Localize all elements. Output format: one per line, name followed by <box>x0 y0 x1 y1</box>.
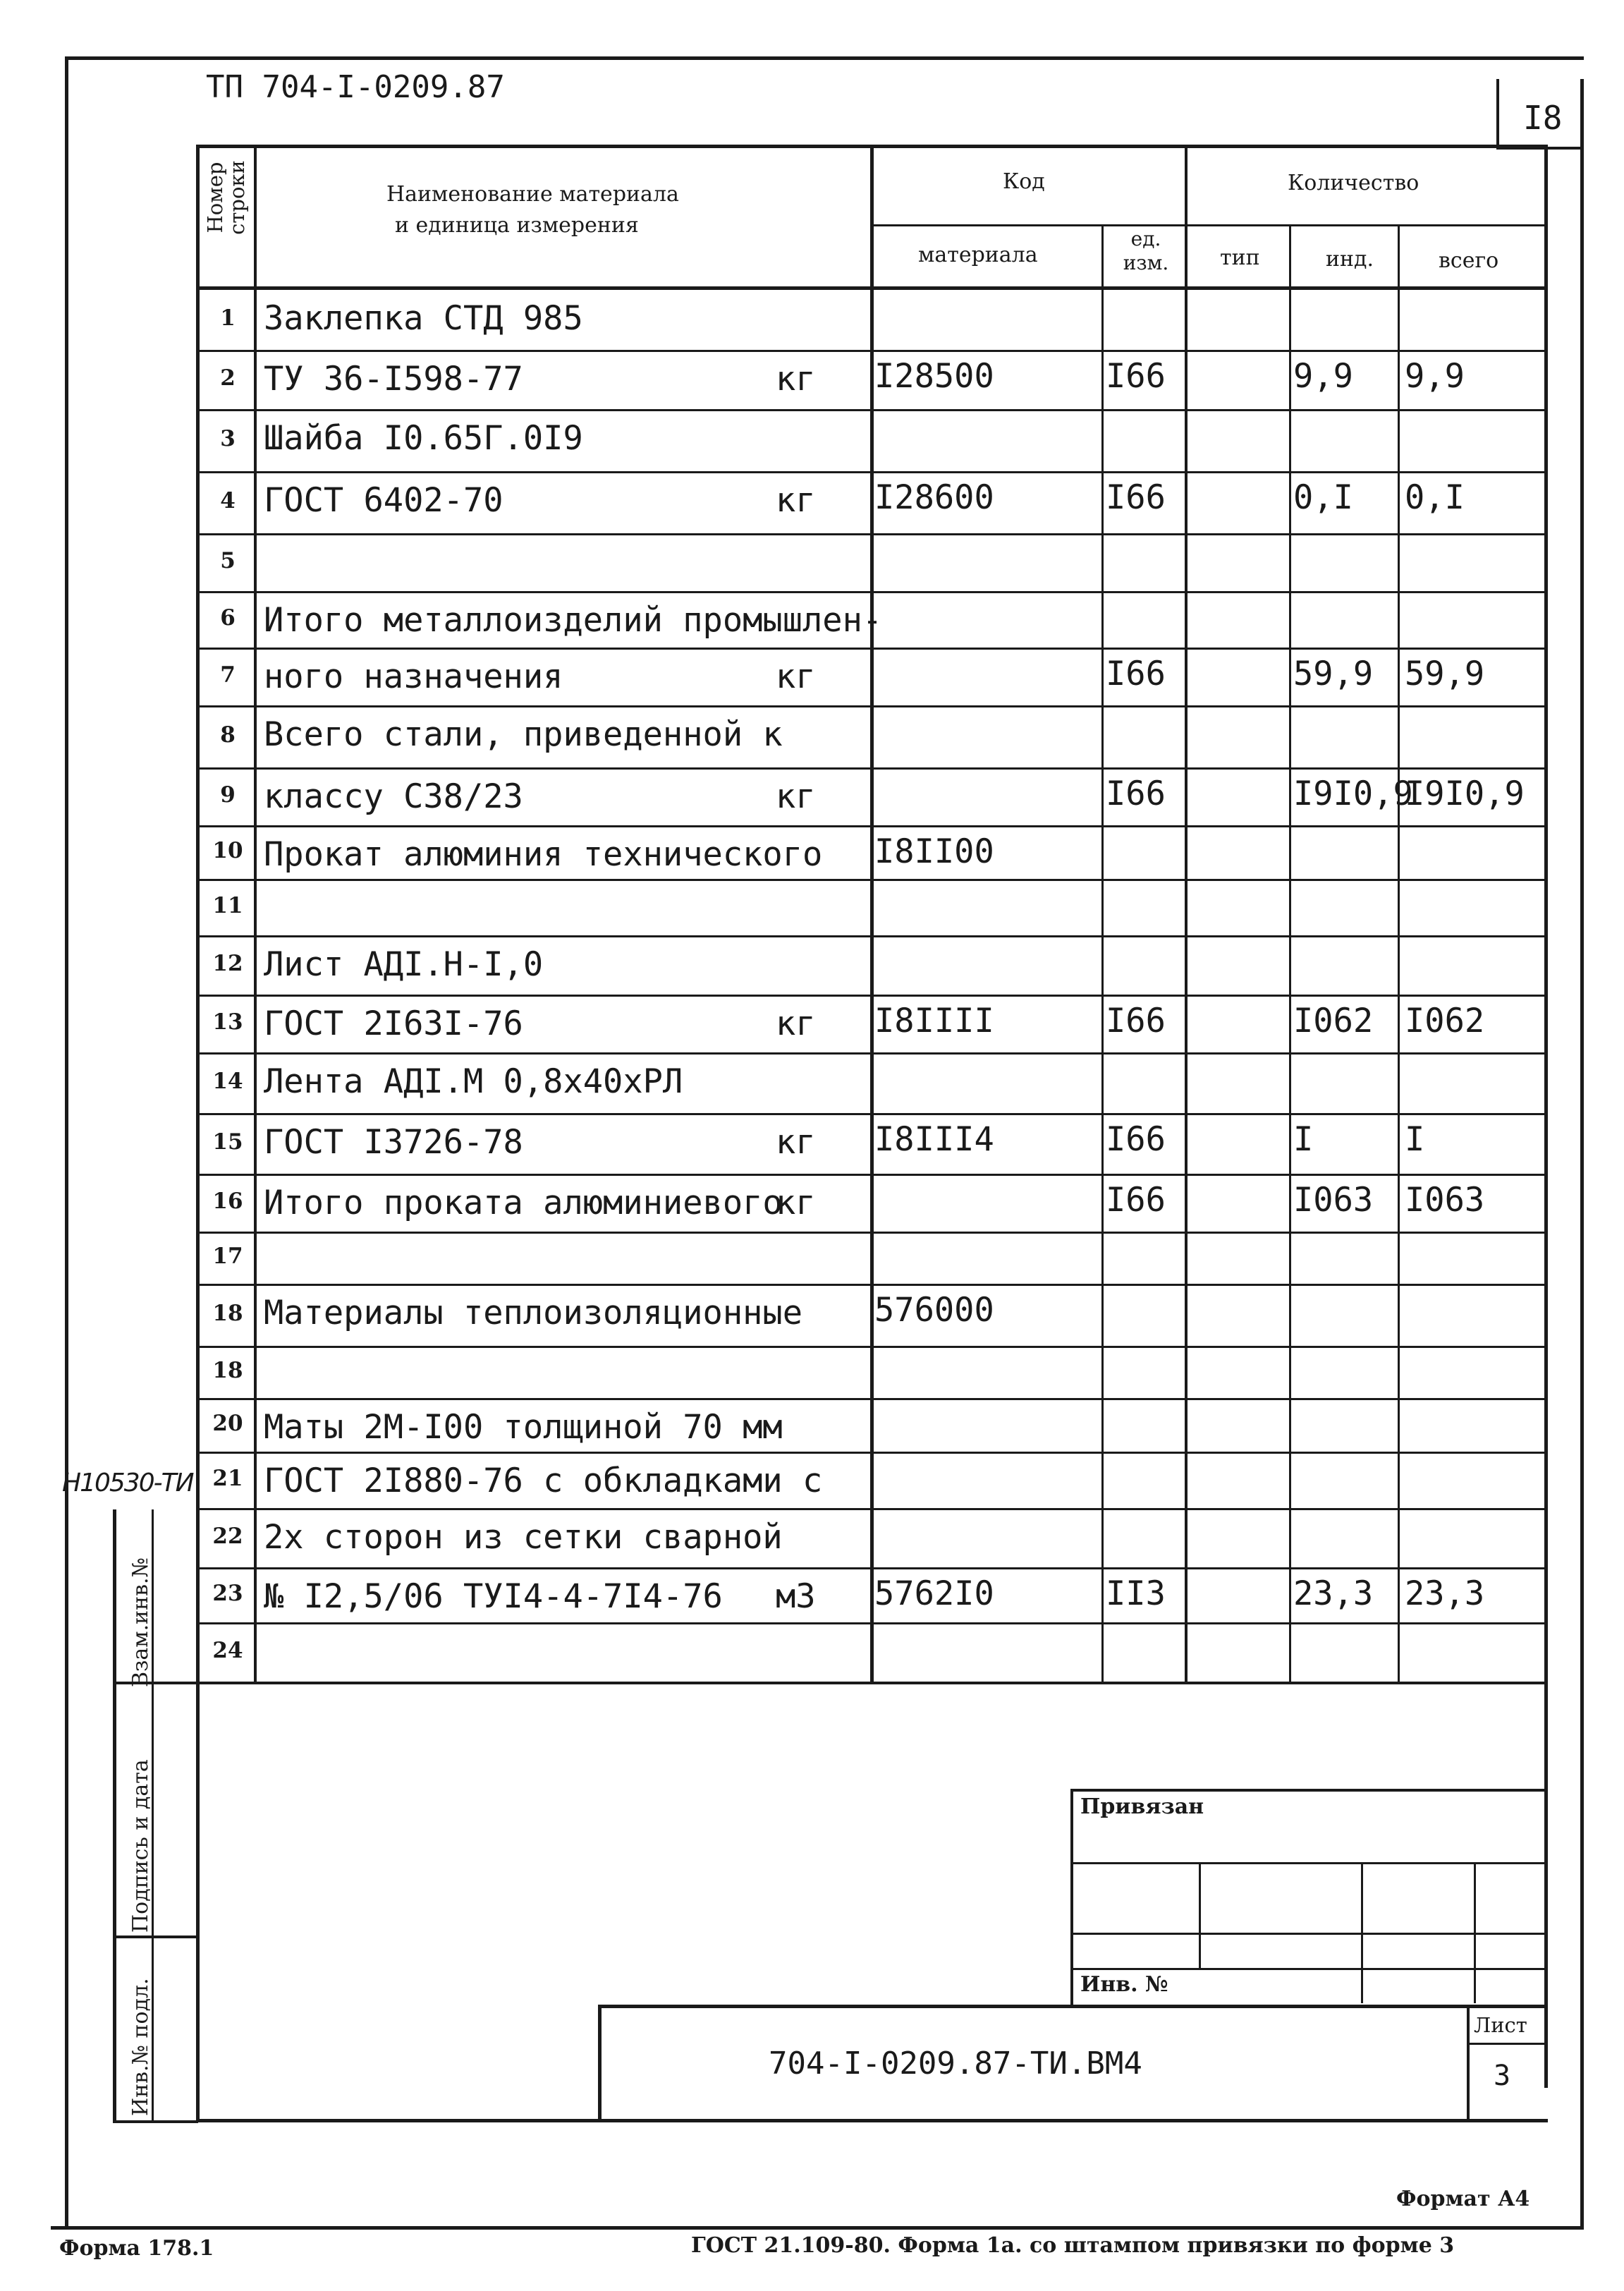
row-line <box>196 995 1544 997</box>
row-number: 13 <box>212 1009 243 1035</box>
footer-gost: ГОСТ 21.109-80. Форма 1а. со штампом привязки по форме 3 <box>691 2233 1455 2258</box>
row-number: 16 <box>212 1189 243 1214</box>
header-name-line1: Наименование материала <box>386 182 679 207</box>
stamp-inv-no: Инв. № <box>1080 1972 1168 1997</box>
side-stamp-h3 <box>113 2120 197 2123</box>
row-unit: кг <box>776 481 816 520</box>
row-total: I063 <box>1405 1181 1485 1220</box>
row-name: Маты 2М-I00 толщиной 70 мм <box>264 1408 783 1447</box>
row-unit: м3 <box>776 1577 816 1616</box>
page-number: I8 <box>1523 99 1563 137</box>
stamp-grid-v1 <box>1199 1862 1201 1969</box>
row-ind: 9,9 <box>1293 357 1353 396</box>
side-inv-podl: Инв.№ подл. <box>128 1978 153 2116</box>
header-name-line2: и единица измерения <box>395 213 639 238</box>
row-ind: 0,I <box>1293 478 1353 517</box>
row-code: 576000 <box>874 1291 994 1330</box>
row-line <box>196 471 1544 473</box>
header-code-material: материала <box>918 243 1038 267</box>
row-number: 11 <box>212 893 243 918</box>
row-total: 23,3 <box>1405 1574 1485 1613</box>
row-line <box>196 1398 1544 1400</box>
row-name: Итого металлоизделий промышлен- <box>264 601 883 640</box>
footer-form: Форма 178.1 <box>59 2236 214 2261</box>
row-number: 23 <box>212 1581 243 1606</box>
row-unit: кг <box>776 1184 816 1222</box>
row-number: 21 <box>212 1466 243 1491</box>
row-number: 12 <box>212 951 243 976</box>
row-code: I8II00 <box>874 832 994 871</box>
row-name: Заклепка СТД 985 <box>264 299 583 338</box>
row-line <box>196 1567 1544 1569</box>
row-total: 9,9 <box>1405 357 1465 396</box>
header-code: Код <box>1003 169 1045 194</box>
table-bottom <box>196 1682 1544 1684</box>
row-name: Материалы теплоизоляционные <box>264 1294 803 1332</box>
row-number: 1 <box>220 305 236 331</box>
row-number: 5 <box>220 548 236 573</box>
row-uom: I66 <box>1106 1181 1166 1220</box>
col-line-right <box>1544 145 1548 2088</box>
row-line <box>196 935 1544 937</box>
table-left-extension <box>196 1682 200 2120</box>
row-number: 3 <box>220 426 236 451</box>
row-name: Итого проката алюминиевого <box>264 1184 783 1222</box>
stamp-list-label: Лист <box>1474 2013 1527 2037</box>
row-name: 2х сторон из сетки сварной <box>264 1518 783 1557</box>
row-total: 0,I <box>1405 478 1465 517</box>
stamp-list-value: 3 <box>1494 2060 1511 2092</box>
table-header-sub-line <box>870 224 1544 226</box>
header-qty-type: тип <box>1220 245 1260 270</box>
row-line <box>196 705 1544 707</box>
row-name: ГОСТ I3726-78 <box>264 1123 523 1162</box>
row-line <box>196 1452 1544 1454</box>
row-name: Лист АДI.Н-I,0 <box>264 945 544 984</box>
row-total: I <box>1405 1120 1425 1159</box>
row-code: I28600 <box>874 478 994 517</box>
row-ind: I062 <box>1293 1002 1374 1040</box>
header-qty-total: всего <box>1439 248 1499 273</box>
row-uom: I66 <box>1106 774 1166 813</box>
stamp-main-top <box>598 2005 1544 2008</box>
row-line <box>196 1113 1544 1115</box>
row-code: 5762I0 <box>874 1574 994 1613</box>
row-total: 59,9 <box>1405 655 1485 693</box>
row-name: ного назначения <box>264 657 563 696</box>
side-vzam-inv: Взам.инв.№ <box>128 1557 153 1687</box>
row-number: 7 <box>220 662 236 688</box>
stamp-grid-v2 <box>1361 1862 1363 2003</box>
row-line <box>196 879 1544 881</box>
row-number: 4 <box>220 488 236 514</box>
row-name: Шайба I0.65Г.0I9 <box>264 419 583 458</box>
row-line <box>196 409 1544 411</box>
row-unit: кг <box>776 1004 816 1043</box>
row-ind: 59,9 <box>1293 655 1374 693</box>
row-name: ГОСТ 6402-70 <box>264 481 503 520</box>
row-line <box>196 1284 1544 1286</box>
row-unit: кг <box>776 1123 816 1162</box>
row-name: Лента АДI.М 0,8х40хРЛ <box>264 1062 683 1101</box>
header-row-number: Номер строки <box>203 160 249 235</box>
row-uom: II3 <box>1106 1574 1166 1613</box>
handwritten-id: Н10530-ТИ <box>62 1469 193 1497</box>
row-total: I062 <box>1405 1002 1485 1040</box>
row-number: 20 <box>212 1411 243 1436</box>
row-line <box>196 825 1544 827</box>
row-unit: кг <box>776 777 816 816</box>
side-stamp-h2 <box>113 1936 197 1938</box>
row-number: 18 <box>212 1358 243 1383</box>
row-code: I8IIII <box>874 1002 994 1040</box>
stamp-privyazan: Привязан <box>1080 1794 1204 1819</box>
row-number: 6 <box>220 605 236 631</box>
row-line <box>196 533 1544 535</box>
row-uom: I66 <box>1106 478 1166 517</box>
row-number: 8 <box>220 722 236 748</box>
row-unit: кг <box>776 657 816 696</box>
stamp-designation: 704-I-0209.87-ТИ.ВМ4 <box>769 2046 1142 2082</box>
row-name: № I2,5/06 ТУI4-4-7I4-76 <box>264 1577 723 1616</box>
row-line <box>196 648 1544 650</box>
row-line <box>196 1622 1544 1624</box>
row-name: Прокат алюминия технического <box>264 835 823 874</box>
row-number: 9 <box>220 782 236 808</box>
stamp-list-mid <box>1467 2043 1544 2045</box>
row-number: 14 <box>212 1069 243 1094</box>
doc-code: ТП 704-I-0209.87 <box>206 69 505 105</box>
row-ind: I9I0,9 <box>1293 774 1413 813</box>
row-ind: 23,3 <box>1293 1574 1374 1613</box>
row-line <box>196 1052 1544 1055</box>
row-code: I28500 <box>874 357 994 396</box>
row-number: 2 <box>220 365 236 391</box>
row-line <box>196 767 1544 770</box>
row-ind: I063 <box>1293 1181 1374 1220</box>
row-unit: кг <box>776 360 816 399</box>
row-number: 24 <box>212 1638 243 1663</box>
row-ind: I <box>1293 1120 1314 1159</box>
row-uom: I66 <box>1106 1002 1166 1040</box>
side-stamp-h1 <box>113 1682 197 1684</box>
col-line-total <box>1398 224 1400 1682</box>
stamp-grid-v3 <box>1474 1862 1476 2003</box>
header-code-unit: ед. изм. <box>1123 227 1169 274</box>
stamp-main-left <box>598 2005 602 2120</box>
row-uom: I66 <box>1106 357 1166 396</box>
row-name: ГОСТ 2I63I-76 <box>264 1004 523 1043</box>
header-quantity: Количество <box>1288 171 1420 195</box>
stamp-privyazan-top <box>1070 1789 1544 1792</box>
row-name: классу С38/23 <box>264 777 523 816</box>
footer-format: Формат А4 <box>1396 2187 1530 2211</box>
stamp-privyazan-left <box>1070 1789 1073 2006</box>
row-line <box>196 350 1544 352</box>
stamp-main-bottom <box>196 2119 1548 2122</box>
row-number: 18 <box>212 1301 243 1326</box>
side-stamp-left <box>113 1509 116 2123</box>
row-number: 10 <box>212 838 243 863</box>
row-line <box>196 1174 1544 1176</box>
header-qty-ind: инд. <box>1326 247 1374 272</box>
row-number: 15 <box>212 1129 243 1155</box>
row-line <box>196 1232 1544 1234</box>
row-name: Всего стали, приведенной к <box>264 715 783 754</box>
row-name: ТУ 36-I598-77 <box>264 360 523 399</box>
row-total: I9I0,9 <box>1405 774 1525 813</box>
row-line <box>196 591 1544 593</box>
row-number: 22 <box>212 1524 243 1549</box>
col-line-ind <box>1289 224 1291 1682</box>
row-line <box>196 1346 1544 1348</box>
row-line <box>196 1508 1544 1510</box>
stamp-list-left <box>1467 2005 1470 2120</box>
col-line-uom <box>1101 224 1104 1682</box>
row-number: 17 <box>212 1244 243 1269</box>
row-code: I8III4 <box>874 1120 994 1159</box>
row-name: ГОСТ 2I880-76 с обкладками с <box>264 1462 823 1500</box>
row-uom: I66 <box>1106 655 1166 693</box>
side-podpis: Подпись и дата <box>128 1759 153 1933</box>
row-uom: I66 <box>1106 1120 1166 1159</box>
